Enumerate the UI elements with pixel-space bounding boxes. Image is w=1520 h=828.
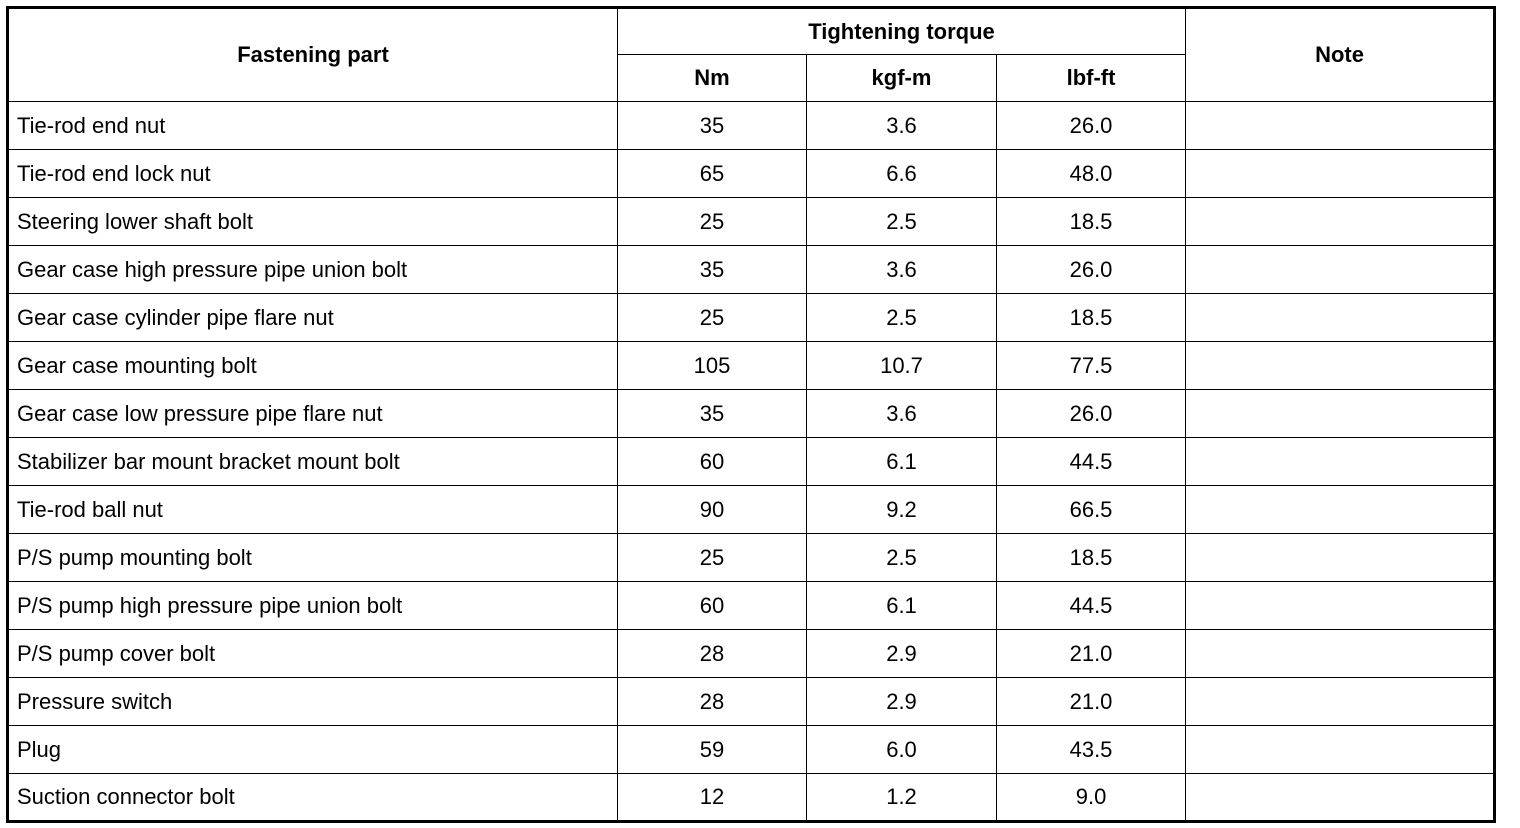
torque-kgf-m-cell: 3.6 [807, 246, 997, 294]
torque-lbf-ft-cell: 21.0 [997, 678, 1186, 726]
header-unit-nm: Nm [618, 55, 807, 102]
table-row [8, 390, 1495, 438]
torque-lbf-ft-cell: 9.0 [997, 774, 1186, 822]
table-row [8, 534, 1495, 582]
torque-lbf-ft-cell: 44.5 [997, 582, 1186, 630]
table-row [8, 246, 1495, 294]
torque-lbf-ft-cell: 77.5 [997, 342, 1186, 390]
table-body [8, 102, 1495, 822]
table-row [8, 678, 1495, 726]
torque-lbf-ft-cell: 26.0 [997, 390, 1186, 438]
torque-nm-cell: 28 [618, 630, 807, 678]
torque-kgf-m-cell: 1.2 [807, 774, 997, 822]
torque-lbf-ft-cell: 26.0 [997, 246, 1186, 294]
torque-nm-cell: 25 [618, 294, 807, 342]
fastening-part-cell: P/S pump mounting bolt [8, 534, 618, 582]
fastening-part-cell: P/S pump high pressure pipe union bolt [8, 582, 618, 630]
table-row [8, 630, 1495, 678]
table-row [8, 726, 1495, 774]
table-row [8, 198, 1495, 246]
torque-lbf-ft-cell: 43.5 [997, 726, 1186, 774]
torque-nm-cell: 60 [618, 582, 807, 630]
table-row [8, 342, 1495, 390]
fastening-part-cell: Gear case high pressure pipe union bolt [8, 246, 618, 294]
torque-nm-cell: 59 [618, 726, 807, 774]
note-cell [1186, 486, 1495, 534]
fastening-part-cell: Gear case cylinder pipe flare nut [8, 294, 618, 342]
header-note: Note [1186, 8, 1495, 102]
torque-lbf-ft-cell: 18.5 [997, 534, 1186, 582]
table-header [8, 8, 1495, 102]
table-row [8, 438, 1495, 486]
fastening-part-cell: Gear case low pressure pipe flare nut [8, 390, 618, 438]
torque-lbf-ft-cell: 66.5 [997, 486, 1186, 534]
torque-kgf-m-cell: 3.6 [807, 102, 997, 150]
fastening-part-cell: Tie-rod ball nut [8, 486, 618, 534]
torque-lbf-ft-cell: 26.0 [997, 102, 1186, 150]
note-cell [1186, 102, 1495, 150]
torque-nm-cell: 90 [618, 486, 807, 534]
fastening-part-cell: Gear case mounting bolt [8, 342, 618, 390]
torque-kgf-m-cell: 6.1 [807, 582, 997, 630]
torque-nm-cell: 25 [618, 198, 807, 246]
torque-kgf-m-cell: 2.9 [807, 678, 997, 726]
torque-nm-cell: 35 [618, 246, 807, 294]
header-tightening-torque: Tightening torque [618, 8, 1186, 55]
fastening-part-cell: Steering lower shaft bolt [8, 198, 618, 246]
torque-nm-cell: 65 [618, 150, 807, 198]
note-cell [1186, 582, 1495, 630]
fastening-part-cell: Tie-rod end lock nut [8, 150, 618, 198]
torque-nm-cell: 12 [618, 774, 807, 822]
note-cell [1186, 342, 1495, 390]
note-cell [1186, 774, 1495, 822]
note-cell [1186, 150, 1495, 198]
torque-kgf-m-cell: 2.5 [807, 294, 997, 342]
torque-nm-cell: 35 [618, 102, 807, 150]
note-cell [1186, 630, 1495, 678]
torque-nm-cell: 28 [618, 678, 807, 726]
note-cell [1186, 198, 1495, 246]
torque-kgf-m-cell: 2.9 [807, 630, 997, 678]
header-unit-kgf-m: kgf-m [807, 55, 997, 102]
fastening-part-cell: Pressure switch [8, 678, 618, 726]
torque-nm-cell: 25 [618, 534, 807, 582]
note-cell [1186, 678, 1495, 726]
torque-kgf-m-cell: 2.5 [807, 534, 997, 582]
table-row [8, 102, 1495, 150]
fastening-part-cell: Stabilizer bar mount bracket mount bolt [8, 438, 618, 486]
torque-nm-cell: 60 [618, 438, 807, 486]
torque-lbf-ft-cell: 18.5 [997, 294, 1186, 342]
note-cell [1186, 390, 1495, 438]
torque-lbf-ft-cell: 44.5 [997, 438, 1186, 486]
torque-kgf-m-cell: 6.0 [807, 726, 997, 774]
table-row [8, 294, 1495, 342]
torque-lbf-ft-cell: 18.5 [997, 198, 1186, 246]
torque-kgf-m-cell: 2.5 [807, 198, 997, 246]
fastening-part-cell: P/S pump cover bolt [8, 630, 618, 678]
note-cell [1186, 534, 1495, 582]
torque-kgf-m-cell: 10.7 [807, 342, 997, 390]
note-cell [1186, 438, 1495, 486]
torque-kgf-m-cell: 3.6 [807, 390, 997, 438]
header-unit-lbf-ft: lbf-ft [997, 55, 1186, 102]
torque-lbf-ft-cell: 21.0 [997, 630, 1186, 678]
torque-nm-cell: 105 [618, 342, 807, 390]
torque-lbf-ft-cell: 48.0 [997, 150, 1186, 198]
torque-spec-table [6, 6, 1496, 823]
fastening-part-cell: Tie-rod end nut [8, 102, 618, 150]
torque-nm-cell: 35 [618, 390, 807, 438]
torque-kgf-m-cell: 9.2 [807, 486, 997, 534]
fastening-part-cell: Suction connector bolt [8, 774, 618, 822]
note-cell [1186, 294, 1495, 342]
table-row [8, 774, 1495, 822]
header-row-top [8, 8, 1495, 55]
table-row [8, 582, 1495, 630]
note-cell [1186, 246, 1495, 294]
torque-kgf-m-cell: 6.1 [807, 438, 997, 486]
note-cell [1186, 726, 1495, 774]
fastening-part-cell: Plug [8, 726, 618, 774]
table-row [8, 486, 1495, 534]
torque-kgf-m-cell: 6.6 [807, 150, 997, 198]
table-row [8, 150, 1495, 198]
header-fastening-part: Fastening part [8, 8, 618, 102]
